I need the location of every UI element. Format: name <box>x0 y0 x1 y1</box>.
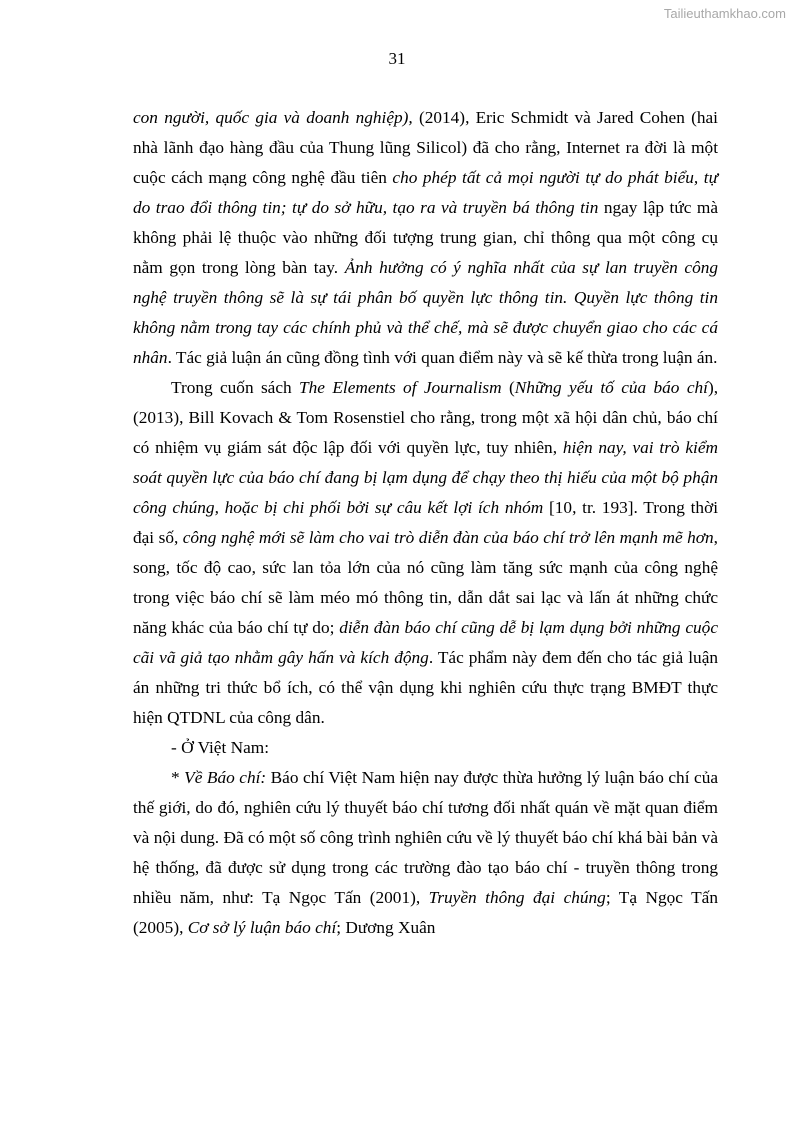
text-run: [10, tr. 193]. Trong thời đại số, <box>133 498 719 547</box>
text-run: . Tác giả luận án cũng đồng tình với quan điểm này và sẽ kế thừa trong luận án. <box>167 348 718 367</box>
italic-text: công nghệ mới sẽ làm cho vai trò diễn đàn của báo chí trở lên mạnh mẽ hơn <box>182 528 714 547</box>
paragraph <box>133 763 718 943</box>
text-run: ngay lập tức mà không phải lệ thuộc vào những đối tượng trung gian, chỉ thông qua một công cụ nằm gọn trong lòng bàn tay. <box>133 198 719 277</box>
italic-text: hiện nay, vai trò kiểm soát quyền lực của báo chí đang bị lạm dụng để chạy theo thị hiếu của một bộ phận công chúng, hoặc bị chi phối bởi sự câu kết lợi ích nhóm <box>133 438 718 517</box>
italic-text: cho phép tất cả mọi người tự do phát biểu, tự do trao đổi thông tin; tự do sở hữu, tạo ra và truyền bá thông tin <box>133 168 718 217</box>
text-run: ), (2013), Bill Kovach & Tom Rosenstiel cho rằng, trong một xã hội dân chủ, báo chí có nhiệm vụ giám sát độc lập đối với quyền lực, tuy nhiên, <box>133 378 719 457</box>
italic-text: Cơ sở lý luận báo chí <box>187 918 337 937</box>
italic-text: diễn đàn báo chí cũng dễ bị lạm dụng bởi những cuộc cãi vã giả tạo nhằm gây hấn và kích động <box>133 618 718 667</box>
text-run: ( <box>501 378 515 397</box>
italic-text: Những yếu tố của báo chí <box>514 378 708 397</box>
italic-text: The Elements of Journalism <box>299 378 502 397</box>
paragraph <box>133 103 718 373</box>
text-run: Báo chí Việt Nam hiện nay được thừa hưởng lý luận báo chí của thế giới, do đó, nghiên cứu lý thuyết báo chí tương đối nhất quán về mặt quan điểm và nội dung. Đã có một số công trình nghiên cứu về lý thuyết báo chí khá bài bản và hệ thống, đã được sử dụng trong các trường đào tạo báo chí - truyền thông trong nhiều năm, như: Tạ Ngọc Tấn (2001), <box>133 768 718 907</box>
text-run: (2014), Eric Schmidt và Jared Cohen (hai nhà lãnh đạo hàng đầu của Thung lũng Silicol) đã cho rằng, Internet ra đời là một cuộc cách mạng công nghệ đầu tiên <box>133 108 718 187</box>
text-run: Trong cuốn sách <box>171 378 300 397</box>
text-run: . Tác phẩm này đem đến cho tác giả luận án những tri thức bổ ích, có thể vận dụng khi nghiên cứu thực trạng BMĐT thực hiện QTDNL của công dân. <box>133 648 719 727</box>
paragraph <box>133 373 718 733</box>
italic-text: Ảnh hưởng có ý nghĩa nhất của sự lan truyền công nghệ truyền thông sẽ là sự tái phân bố quyền lực thông tin. Quyền lực thông tin không nằm trong tay các chính phủ và thể chế, mà sẽ được chuyển giao cho các cá nhân <box>133 258 718 367</box>
document-body <box>133 103 718 943</box>
page-number: 31 <box>388 49 406 68</box>
text-run: * <box>171 768 185 787</box>
italic-text: Truyền thông đại chúng <box>428 888 606 907</box>
watermark: Tailieuthamkhao.com <box>663 6 786 21</box>
italic-text: con người, quốc gia và doanh nghiệp), <box>133 108 413 127</box>
text-run: ; Dương Xuân <box>336 918 436 937</box>
text-run: - Ở Việt Nam: <box>171 738 269 757</box>
text-run: ; Tạ Ngọc Tấn (2005), <box>133 888 718 937</box>
section-heading <box>133 733 718 763</box>
italic-text: Về Báo chí: <box>184 768 267 787</box>
text-run: , song, tốc độ cao, sức lan tỏa lớn của nó cũng làm tăng sức mạnh của công nghệ trong việc báo chí sẽ làm méo mó thông tin, dẫn dắt sai lạc và lấn át những chức năng khác của báo chí tự do; <box>133 528 718 637</box>
